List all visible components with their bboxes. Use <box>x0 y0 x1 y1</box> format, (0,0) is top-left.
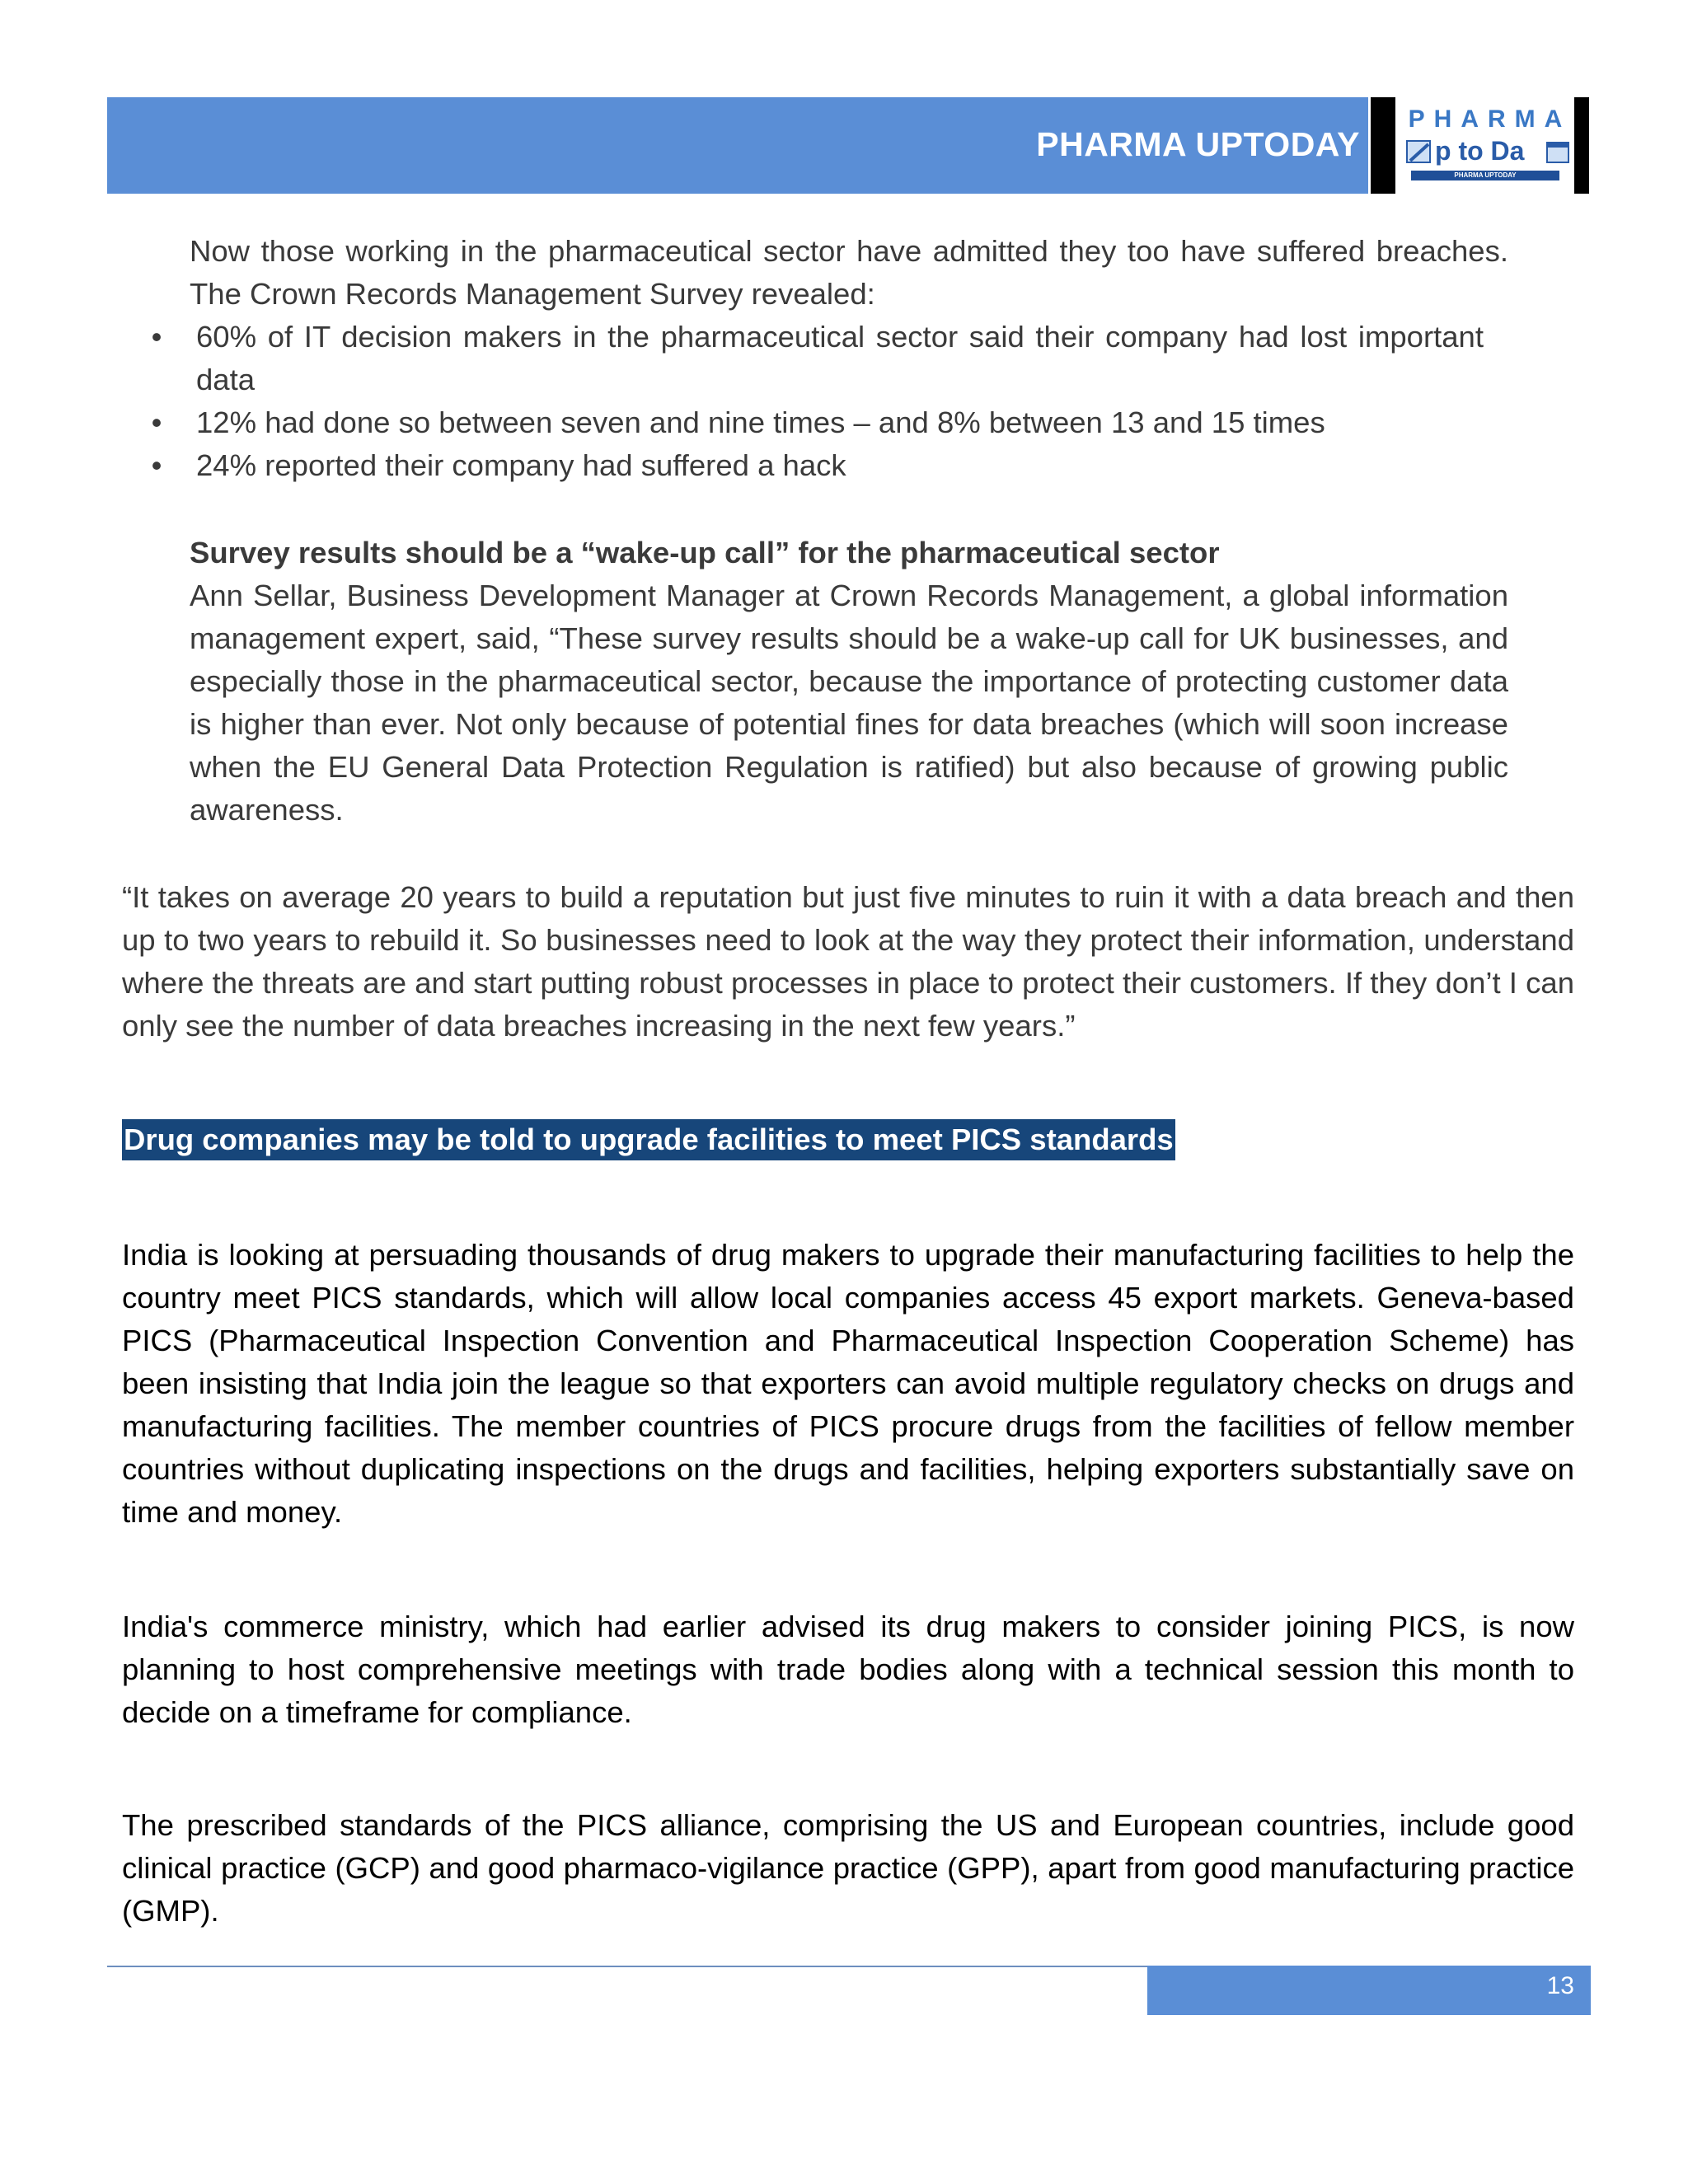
calendar-icon <box>1545 139 1570 164</box>
bullet-icon: • <box>151 448 162 482</box>
section-paragraph: Ann Sellar, Business Development Manager at Crown Records Management, a global information management expert, said, “These survey results should be a wake-up call for UK businesses, and especially those in the pharmaceutical sector, because the importance of protecting customer data is higher than ever. Not only because of potential fines for data breaches (which will soon increase when the EU General Data Protection Regulation is ratified) but also because of growing public awareness. <box>190 579 1508 827</box>
intro-paragraph: Now those working in the pharmaceutical sector have admitted they too have suffered breaches. The Crown Records Management Survey revealed: <box>190 234 1508 311</box>
section-heading: Survey results should be a “wake-up call” for the pharmaceutical sector <box>190 536 1220 569</box>
bullet-icon: • <box>151 320 162 354</box>
list-item: • 60% of IT decision makers in the pharmaceutical sector said their company had lost important data <box>148 316 1484 401</box>
list-item: • 24% reported their company had suffered a hack <box>148 444 1484 487</box>
logo-top-text: PHARMA <box>1408 105 1572 133</box>
logo-mid <box>1405 136 1574 169</box>
header-title: PHARMA UPTODAY <box>1036 125 1360 163</box>
bullet-list <box>148 316 1484 487</box>
logo-bar-left <box>1371 97 1395 194</box>
logo-mid-text: p to Da <box>1435 136 1525 166</box>
article-paragraph: The prescribed standards of the PICS alliance, comprising the US and European countries, include good clinical practice (GCP) and good pharmaco-vigilance practice (GPP), apart from good manufacturing practice (GMP). <box>122 1808 1574 1928</box>
bullet-icon: • <box>151 405 162 439</box>
quote-paragraph: “It takes on average 20 years to build a reputation but just five minutes to ruin it with a data breach and then up to two years to rebuild it. So businesses need to look at the way they protect their information, understand where the threats are and start putting robust processes in place to protect their customers. If they don’t I can only see the number of data breaches increasing in the next few years.” <box>122 880 1574 1043</box>
pen-icon <box>1405 138 1433 166</box>
list-item: • 12% had done so between seven and nine times – and 8% between 13 and 15 times <box>148 401 1484 444</box>
footer-page-box <box>1147 1966 1591 2015</box>
logo-sub-text: PHARMA UPTODAY <box>1411 171 1559 180</box>
logo-bar-right <box>1574 97 1589 194</box>
footer-rule <box>107 1966 1147 1967</box>
article-paragraph: India's commerce ministry, which had earlier advised its drug makers to consider joining PICS, is now planning to host comprehensive meetings with trade bodies along with a technical session this month to decide on a timeframe for compliance. <box>122 1610 1574 1729</box>
page-number: 13 <box>1546 1972 1574 1999</box>
section1 <box>190 532 1508 832</box>
section-heading-highlighted: Drug companies may be told to upgrade facilities to meet PICS standards <box>122 1119 1175 1160</box>
article-paragraph: India is looking at persuading thousands of drug makers to upgrade their manufacturing facilities to help the country meet PICS standards, which will allow local companies access 45 export markets. Geneva-based PICS (Pharmaceutical Inspection Convention and Pharmaceutical Inspection Cooperation Scheme) has been insisting that India join the league so that exporters can avoid multiple regulatory checks on drugs and manufacturing facilities. The member countries of PICS procure drugs from the facilities of fellow member countries without duplicating inspections on the drugs and facilities, helping exporters substantially save on time and money. <box>122 1238 1574 1529</box>
